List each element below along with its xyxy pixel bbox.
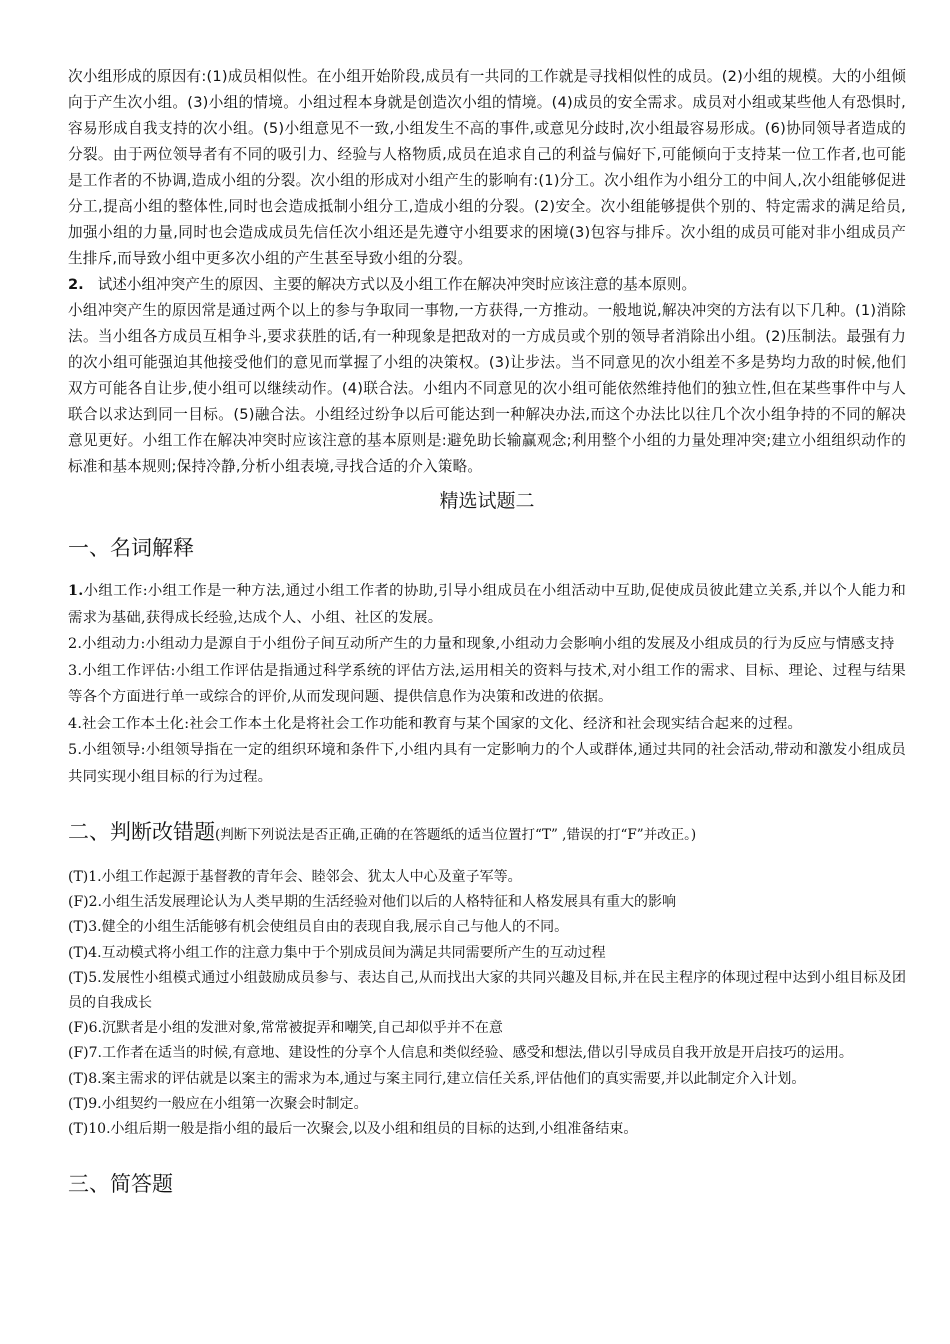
true-false-item: (F)6.沉默者是小组的发泄对象,常常被捉弄和嘲笑,自己却似乎并不在意: [68, 1020, 503, 1037]
definition-number: 5.: [68, 742, 83, 758]
paragraph-subgroup-causes: 次小组形成的原因有:(1)成员相似性。在小组开始阶段,成员有一共同的工作就是寻找相似性的成员。(2)小组的规模。大的小组倾向于产生次小组。(3)小组的情境。小组过程本身就是创造次小组的情境。(4)成员的安全需求。成员对小组或某些他人有恐惧时,容易形成自我支持的次小组。(5)小组意见不一致,小组发生不高的事件,或意见分歧时,次小组最容易形成。(6)协同领导者造成的分裂。由于两位领导者有不同的吸引力、经验与人格物质,成员在追求自己的利益与偏好下,可能倾向于支持某一位工作者,也可能是工作者的不协调,造成小组的分裂。次小组的形成对小组产生的影响有:(1)分工。次小组作为小组分工的中间人,次小组能够促进分工,提高小组的整体性,同时也会造成抵制小组分工,造成小组的分裂。(2)安全。次小组能够提供个别的、特定需求的满足给员,加强小组的力量,同时也会造成成员先信任次小组还是先遵守小组要求的困境(3)包容与排斥。次小组的成员可能对非小组成员产生排斥,而导致小组中更多次小组的产生甚至导致小组的分裂。: [68, 68, 906, 267]
true-false-item: (F)7.工作者在适当的时候,有意地、建设性的分享个人信息和类似经验、感受和想法,借以引导成员自我开放是开启技巧的运用。: [68, 1045, 853, 1062]
definition-text: 小组动力:小组动力是源自于小组份子间互动所产生的力量和现象,小组动力会影响小组的发展及小组成员的行为反应与情感支持: [82, 636, 895, 652]
paragraph-conflict-answer: 小组冲突产生的原因常是通过两个以上的参与争取同一事物,一方获得,一方推动。一般地说,解决冲突的方法有以下几种。(1)消除法。当小组各方成员互相争斗,要求获胜的话,有一种现象是把敌对的一方成员或个别的领导者消除出小组。(2)压制法。最强有力的次小组可能强迫其他接受他们的意见而掌握了小组的决策权。(3)让步法。当不同意见的次小组差不多是势均力敌的时候,他们双方可能各自让步,使小组可以继续动作。(4)联合法。小组内不同意见的次小组可能依然维持他们的独立性,但在某些事件中与人联合以求达到同一目标。(5)融合法。小组经过纷争以后可能达到一种解决办法,而这个办法比以往几个次小组争持的不同的解决意见更好。小组工作在解决冲突时应该注意的基本原则是:避免助长输赢观念;利用整个小组的力量处理冲突;建立小组组织动作的标准和基本规则;保持冷静,分析小组表境,寻找合适的介入策略。: [68, 302, 906, 475]
question-2: [68, 272, 906, 298]
question-2-text: 试述小组冲突产生的原因、主要的解决方式以及小组工作在解决冲突时应该注意的基本原则。: [97, 276, 697, 293]
heading-term-explanation: 一、名词解释: [68, 536, 194, 560]
true-false-list: [68, 865, 906, 1142]
heading-true-false-title: 二、判断改错题: [68, 820, 215, 844]
definition-number: 1.: [68, 582, 84, 599]
true-false-item: (T)5.发展性小组模式通过小组鼓励成员参与、表达自己,从而找出大家的共同兴趣及目标,并在民主程序的体现过程中达到小组目标及团员的自我成长: [68, 969, 906, 1012]
definition-item: [68, 711, 906, 738]
true-false-item: (T)8.案主需求的评估就是以案主的需求为本,通过与案主同行,建立信任关系,评估他们的真实需要,并以此制定介入计划。: [68, 1070, 806, 1087]
true-false-item: (T)9.小组契约一般应在小组第一次聚会时制定。: [68, 1095, 368, 1112]
definition-item: [68, 658, 906, 711]
true-false-item: (T)10.小组后期一般是指小组的最后一次聚会,以及小组和组员的目标的达到,小组准备结束。: [68, 1121, 638, 1138]
true-false-item: (T)1.小组工作起源于基督教的青年会、睦邻会、犹太人中心及童子军等。: [68, 869, 522, 885]
true-false-item: (F)2.小组生活发展理论认为人类早期的生活经验对他们以后的人格特征和人格发展具有重大的影响: [68, 894, 676, 911]
definition-item: [68, 737, 906, 790]
definition-text: 小组领导:小组领导指在一定的组织环境和条件下,小组内具有一定影响力的个人或群体,通过共同的社会活动,带动和激发小组成员共同实现小组目标的行为过程。: [68, 742, 906, 785]
definition-text: 小组工作评估:小组工作评估是指通过科学系统的评估方法,运用相关的资料与技术,对小组工作的需求、目标、理论、过程与结果等各个方面进行单一或综合的评价,从而发现问题、提供信息作为决策和改进的依据。: [68, 662, 906, 705]
question-2-number: 2.: [68, 276, 84, 293]
definition-item: [68, 631, 906, 658]
document-page: [68, 64, 906, 1214]
definition-text: 社会工作本土化:社会工作本土化是将社会工作功能和教育与某个国家的文化、经济和社会现实结合起来的过程。: [82, 715, 803, 732]
heading-true-false: [68, 816, 906, 851]
section-title: 精选试题二: [439, 490, 535, 512]
definition-text: 小组工作:小组工作是一种方法,通过小组工作者的协助,引导小组成员在小组活动中互助,促使成员彼此建立关系,并以个人能力和需求为基础,获得成长经验,达成个人、小组、社区的发展。: [68, 583, 906, 626]
definition-number: 3.: [68, 662, 83, 679]
definition-number: 4.: [68, 715, 83, 732]
heading-short-answer: 三、简答题: [68, 1172, 173, 1197]
heading-true-false-note: (判断下列说法是否正确,正确的在答题纸的适当位置打“T” ,错误的打“F”并改正。): [215, 827, 697, 843]
true-false-item: (T)3.健全的小组生活能够有机会使组员自由的表现自我,展示自己与他人的不同。: [68, 919, 569, 936]
definition-number: 2.: [68, 636, 83, 652]
definition-item: [68, 578, 906, 631]
true-false-item: (T)4.互动模式将小组工作的注意力集中于个别成员间为满足共同需要所产生的互动过程: [68, 944, 606, 961]
definition-list: [68, 578, 906, 790]
